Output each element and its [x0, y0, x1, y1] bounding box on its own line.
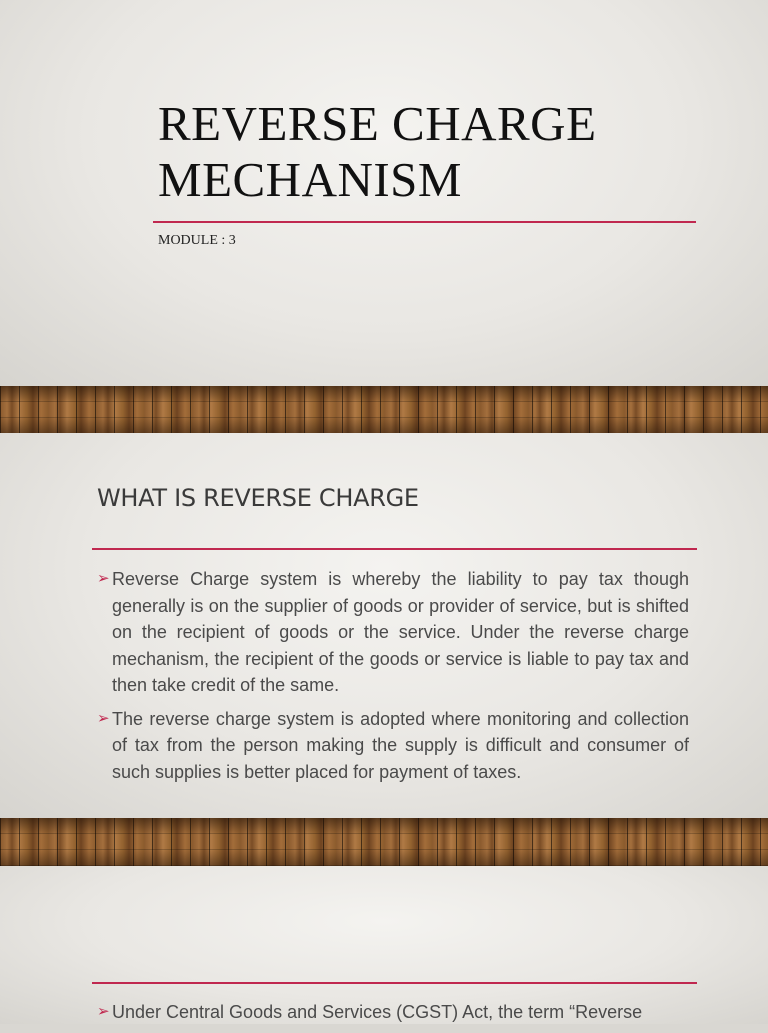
slide-subtitle: MODULE : 3: [158, 233, 236, 248]
wood-floor-divider: [0, 818, 768, 866]
arrow-bullet-icon: ➢: [97, 709, 110, 727]
wood-floor-divider: [0, 386, 768, 433]
title-line-2: MECHANISM: [158, 152, 462, 207]
bullet-text: The reverse charge system is adopted where monitoring and collection of tax from the person making the supply is difficult and consumer of such supplies is better placed for payment of taxes.: [112, 708, 689, 782]
bullet-item: [97, 999, 689, 1026]
bullet-text: Reverse Charge system is whereby the liability to pay tax though generally is on the supplier of goods or provider of service, but is shifted on the recipient of goods or the service. Under the reverse charge mechanism, the recipient of the goods or service is liable to pay tax and then take credit of the same.: [112, 569, 689, 695]
bullet-item: [97, 706, 689, 786]
bullet-item: [97, 566, 689, 699]
heading-divider: [92, 548, 697, 550]
slide-title-heading: [158, 96, 698, 208]
slide-heading: WHAT IS REVERSE CHARGE: [97, 484, 419, 512]
arrow-bullet-icon: ➢: [97, 570, 110, 587]
bullet-text: Under Central Goods and Services (CGST) Act, the term “Reverse: [112, 1002, 643, 1022]
bullet-list: [97, 566, 689, 792]
bullet-list: [97, 999, 689, 1033]
heading-divider: [92, 982, 697, 984]
arrow-bullet-icon: ➢: [97, 1003, 110, 1020]
title-divider: [153, 221, 696, 223]
title-line-1: REVERSE CHARGE: [158, 96, 597, 151]
